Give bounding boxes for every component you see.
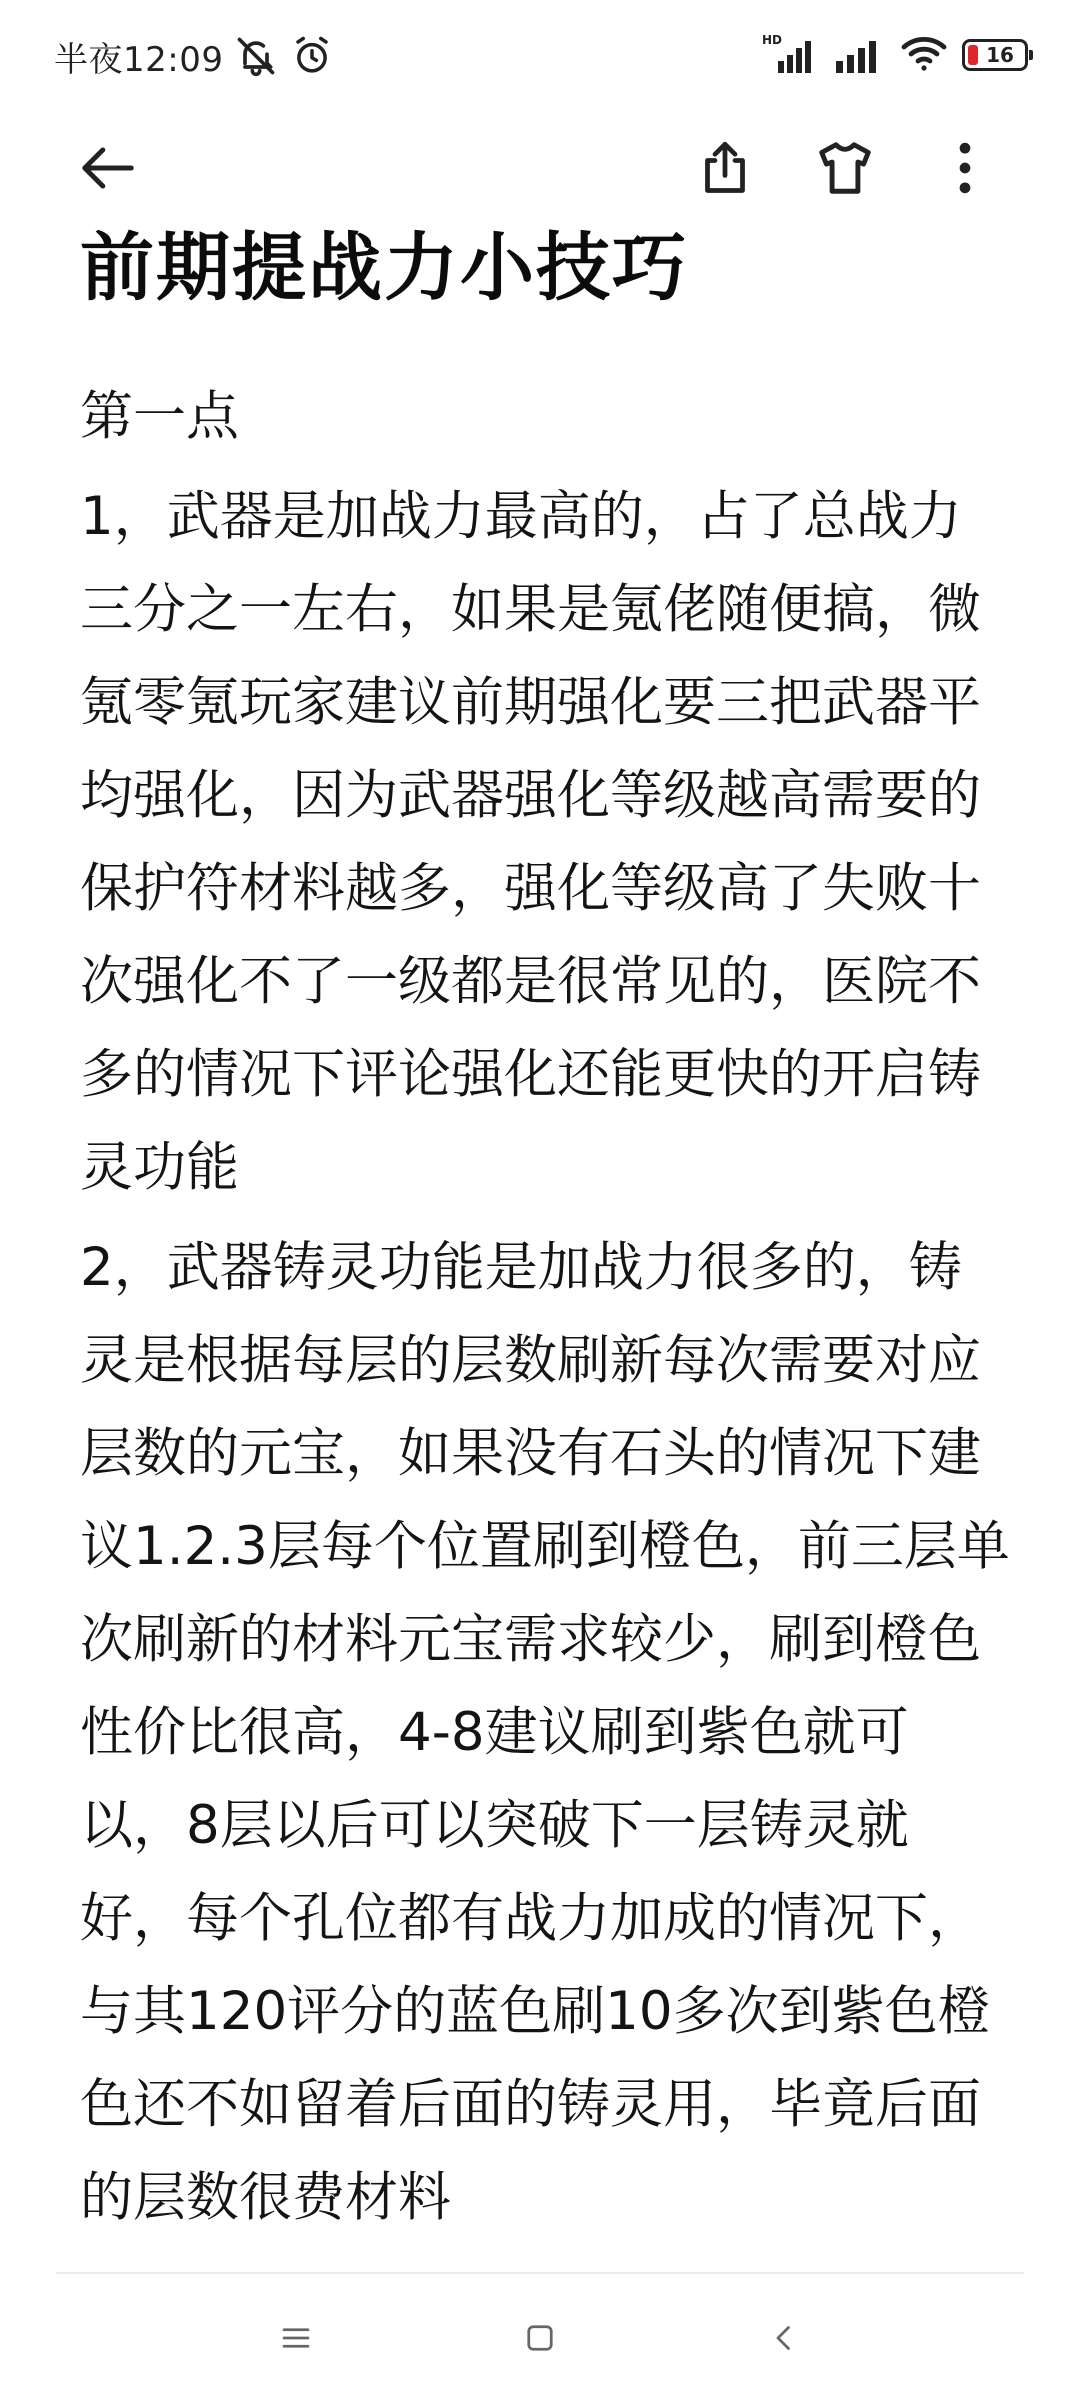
arrow-left-icon: [77, 137, 139, 203]
nav-divider: [56, 2272, 1024, 2274]
back-button[interactable]: [68, 130, 148, 210]
home-button[interactable]: [500, 2300, 580, 2380]
status-bar: [0, 0, 1080, 110]
menu-icon: [278, 2320, 314, 2360]
article-title: 前期提战力小技巧: [80, 225, 688, 311]
menu-button[interactable]: [256, 2300, 336, 2380]
nav-back-button[interactable]: [744, 2300, 824, 2380]
article-paragraph: 第一点: [80, 386, 239, 447]
battery-level-text: 16: [986, 43, 1014, 67]
article-body: [80, 370, 1010, 2251]
status-left: [54, 32, 335, 80]
more-button[interactable]: [925, 130, 1005, 210]
status-right: [762, 30, 1028, 80]
signal-icon: [834, 31, 886, 79]
tshirt-icon: [814, 137, 876, 203]
mute-icon: [233, 33, 279, 79]
share-icon: [695, 138, 755, 202]
status-time: 半夜12:09: [54, 39, 224, 80]
article-paragraph: 1，武器是加战力最高的，占了总战力三分之一左右，如果是氪佬随便搞，微氪零氪玩家建议前期强化要三把武器平均强化，因为武器强化等级越高需要的保护符材料越多，强化等级高了失败十次强化不了一级都是很常见的，医院不多的情况下评论强化还能更快的开启铸灵功能: [80, 486, 981, 1198]
top-app-bar: [0, 110, 1080, 230]
hd-signal-icon: [762, 31, 820, 79]
article-paragraph: 2，武器铸灵功能是加战力很多的，铸灵是根据每层的层数刷新每次需要对应层数的元宝，如果没有石头的情况下建议1.2.3层每个位置刷到橙色，前三层单次刷新的材料元宝需求较少，刷到橙色性价比很高，4-8建议刷到紫色就可以，8层以后可以突破下一层铸灵就好，每个孔位都有战力加成的情况下，与其120评分的蓝色刷10多次到紫色橙色还不如留着后面的铸灵用，毕竟后面的层数很费材料: [80, 1237, 1010, 2228]
more-vertical-icon: [955, 140, 975, 200]
home-square-icon: [522, 2320, 558, 2360]
theme-button[interactable]: [805, 130, 885, 210]
svg-text:HD: HD: [762, 33, 783, 47]
battery-icon: [962, 39, 1028, 71]
back-chevron-icon: [766, 2320, 802, 2360]
alarm-icon: [289, 33, 335, 79]
wifi-icon: [900, 31, 948, 79]
share-button[interactable]: [685, 130, 765, 210]
